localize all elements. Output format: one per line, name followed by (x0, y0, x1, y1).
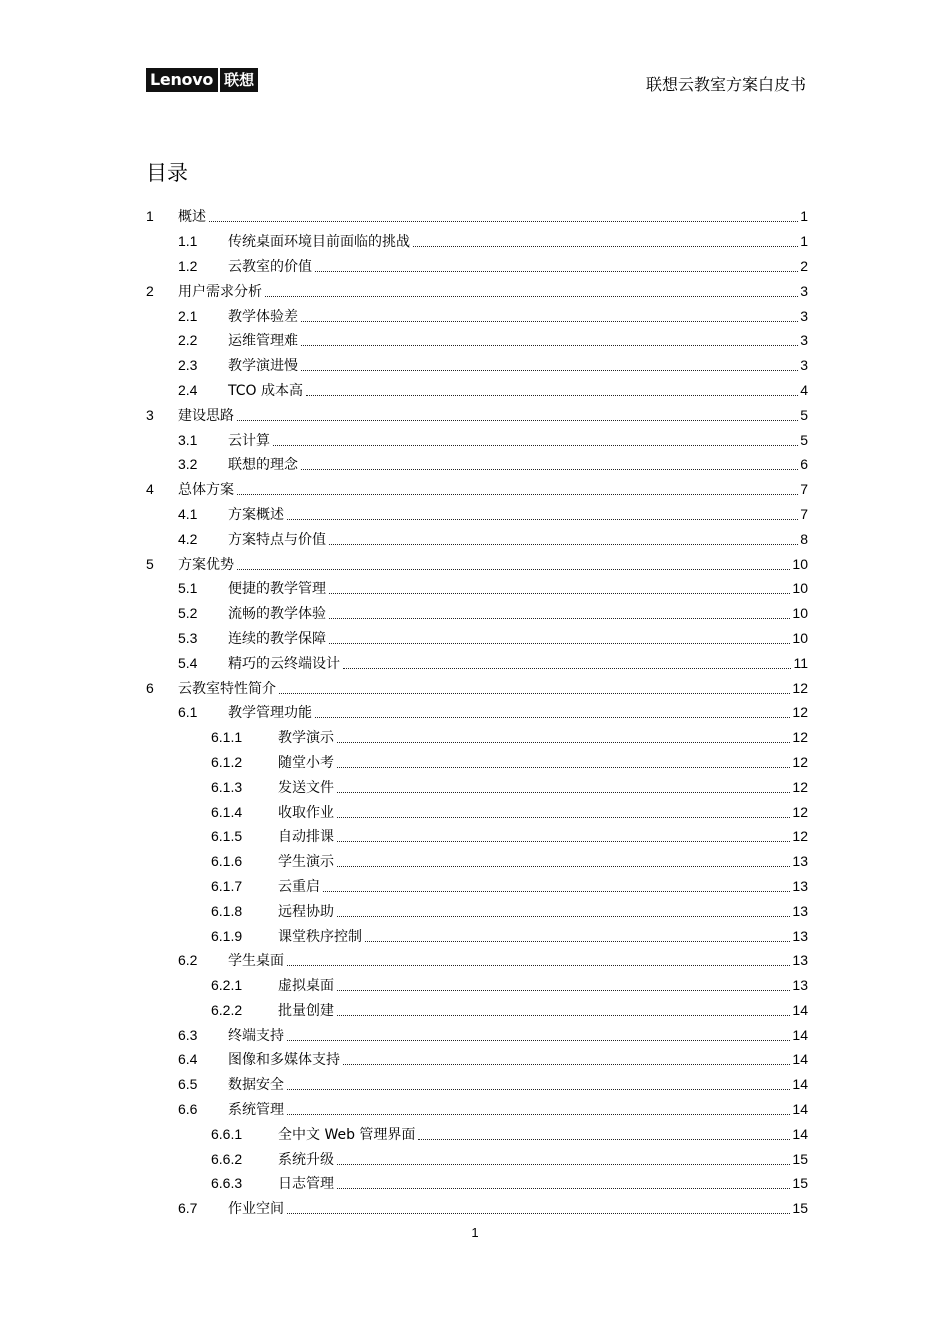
toc-entry-number: 6.1.4 (211, 803, 243, 820)
toc-leader-dots (209, 220, 798, 222)
toc-entry-page: 3 (800, 357, 808, 374)
toc-entry-number: 6.1.2 (211, 753, 243, 770)
toc-entry-page: 12 (792, 753, 808, 770)
toc-entry[interactable] (146, 626, 808, 651)
toc-entry-line (228, 306, 808, 326)
toc-entry-line (278, 975, 808, 995)
toc-entry[interactable] (146, 1196, 808, 1221)
toc-leader-dots (287, 964, 790, 966)
toc-entry-label: TCO 成本高 (228, 382, 303, 399)
toc-entry-number: 6.6.1 (211, 1125, 243, 1142)
toc-leader-dots (337, 791, 790, 793)
toc-entry-page: 15 (792, 1150, 808, 1167)
toc-leader-dots (287, 1039, 790, 1041)
toc-leader-dots (337, 865, 790, 867)
toc-leader-dots (237, 419, 798, 421)
toc-entry-page: 10 (792, 580, 808, 597)
toc-leader-dots (287, 518, 798, 520)
toc-entry-label: 系统升级 (278, 1151, 334, 1168)
toc-entry[interactable] (146, 601, 808, 626)
toc-entry-line (228, 578, 808, 598)
toc-entry-line (278, 727, 808, 747)
toc-leader-dots (301, 320, 798, 322)
toc-leader-dots (301, 344, 798, 346)
toc-entry-number: 6.3 (178, 1026, 198, 1043)
toc-leader-dots (337, 1187, 790, 1189)
toc-entry-line (228, 1074, 808, 1094)
toc-entry-label: 终端支持 (228, 1027, 284, 1044)
toc-entry-label: 批量创建 (278, 1002, 334, 1019)
toc-entry-label: 云重启 (278, 878, 320, 895)
toc-entry-line (178, 405, 808, 425)
toc-entry-label: 方案概述 (228, 506, 284, 523)
toc-leader-dots (418, 1138, 790, 1140)
toc-entry[interactable] (146, 948, 808, 973)
toc-entry-line (278, 1173, 808, 1193)
toc-entry-line (178, 678, 808, 698)
toc-entry-number: 3.1 (178, 431, 198, 448)
toc-entry-label: 云教室的价值 (228, 258, 312, 275)
toc-entry-label: 图像和多媒体支持 (228, 1052, 340, 1069)
toc-entry-number: 3 (146, 406, 154, 423)
toc-entry[interactable] (146, 278, 808, 303)
toc-entry[interactable] (146, 923, 808, 948)
toc-entry-number: 4.2 (178, 530, 198, 547)
toc-entry-page: 12 (792, 679, 808, 696)
toc-entry-line (178, 281, 808, 301)
toc-entry-label: 方案特点与价值 (228, 531, 326, 548)
toc-entry-page: 1 (800, 233, 808, 250)
toc-entry-label: 教学管理功能 (228, 705, 312, 722)
toc-entry-number: 6.1.3 (211, 778, 243, 795)
toc-entry[interactable] (146, 675, 808, 700)
toc-entry-line (228, 330, 808, 350)
toc-entry-number: 5.3 (178, 629, 198, 646)
toc-entry[interactable] (146, 1022, 808, 1047)
toc-leader-dots (337, 840, 790, 842)
toc-entry-line (228, 454, 808, 474)
toc-entry-label: 教学演示 (278, 730, 334, 747)
toc-entry-page: 13 (792, 952, 808, 969)
toc-entry[interactable] (146, 378, 808, 403)
toc-entry-number: 2 (146, 282, 154, 299)
toc-entry-label: 全中文 Web 管理界面 (278, 1126, 416, 1143)
toc-entry[interactable] (146, 254, 808, 279)
toc-entry-line (228, 603, 808, 623)
toc-entry-number: 6.1.9 (211, 927, 243, 944)
toc-leader-dots (337, 816, 790, 818)
toc-entry-number: 1.1 (178, 233, 198, 250)
toc-entry-label: 建设思路 (178, 407, 234, 424)
toc-entry-line (278, 851, 808, 871)
toc-entry-label: 自动排课 (278, 829, 334, 846)
toc-entry[interactable] (146, 998, 808, 1023)
toc-leader-dots (315, 716, 790, 718)
toc-entry[interactable] (146, 204, 808, 229)
toc-leader-dots (315, 270, 798, 272)
toc-entry-page: 2 (800, 257, 808, 274)
toc-entry-page: 14 (792, 1101, 808, 1118)
toc-entry-label: 教学体验差 (228, 308, 298, 325)
toc-entry-label: 联想的理念 (228, 457, 298, 474)
toc-entry-label: 收取作业 (278, 804, 334, 821)
toc-entry-number: 5 (146, 555, 154, 572)
document-header-title: 联想云教室方案白皮书 (645, 75, 806, 94)
toc-entry-number: 6.1.1 (211, 729, 243, 746)
toc-entry[interactable] (146, 1171, 808, 1196)
toc-entry[interactable] (146, 303, 808, 328)
toc-leader-dots (237, 493, 798, 495)
toc-entry-line (278, 876, 808, 896)
toc-entry-page: 5 (800, 431, 808, 448)
toc-entry-page: 13 (792, 853, 808, 870)
toc-entry[interactable] (146, 898, 808, 923)
toc-entry-label: 用户需求分析 (178, 283, 262, 300)
toc-entry-line (228, 355, 808, 375)
toc-entry-page: 7 (800, 481, 808, 498)
toc-entry-page: 10 (792, 555, 808, 572)
toc-entry-line (228, 628, 808, 648)
toc-entry-page: 10 (792, 605, 808, 622)
toc-leader-dots (343, 667, 791, 669)
toc-entry-label: 数据安全 (228, 1077, 284, 1094)
toc-leader-dots (343, 1063, 790, 1065)
toc-leader-dots (279, 692, 790, 694)
lenovo-logo (146, 68, 258, 92)
toc-entry-number: 6.1.5 (211, 828, 243, 845)
toc-entry-page: 12 (792, 778, 808, 795)
toc-entry[interactable] (146, 750, 808, 775)
toc-entry-line (278, 1000, 808, 1020)
toc-entry-line (228, 256, 808, 276)
toc-entry-number: 6.6.3 (211, 1175, 243, 1192)
toc-entry-page: 13 (792, 927, 808, 944)
toc-entry-page: 6 (800, 456, 808, 473)
toc-leader-dots (337, 1163, 790, 1165)
toc-entry-page: 3 (800, 332, 808, 349)
toc-entry[interactable] (146, 650, 808, 675)
toc-leader-dots (323, 890, 790, 892)
toc-entry-label: 总体方案 (178, 482, 234, 499)
toc-entry-number: 6.5 (178, 1076, 198, 1093)
toc-leader-dots (301, 369, 798, 371)
toc-entry-number: 2.4 (178, 381, 198, 398)
table-of-contents (146, 204, 808, 1221)
toc-entry-label: 便捷的教学管理 (228, 581, 326, 598)
logo-text-en: Lenovo (146, 68, 218, 92)
toc-entry-label: 作业空间 (228, 1201, 284, 1218)
toc-entry[interactable] (146, 551, 808, 576)
toc-entry-page: 7 (800, 505, 808, 522)
toc-entry[interactable] (146, 774, 808, 799)
toc-entry-page: 14 (792, 1125, 808, 1142)
toc-entry-number: 6.1 (178, 704, 198, 721)
toc-entry-line (228, 430, 808, 450)
toc-entry-number: 5.1 (178, 580, 198, 597)
toc-entry-line (228, 504, 808, 524)
toc-leader-dots (237, 568, 790, 570)
toc-entry[interactable] (146, 477, 808, 502)
toc-entry[interactable] (146, 452, 808, 477)
toc-entry-number: 6.1.6 (211, 853, 243, 870)
toc-entry-page: 13 (792, 877, 808, 894)
toc-entry-page: 3 (800, 307, 808, 324)
toc-entry-label: 运维管理难 (228, 333, 298, 350)
toc-entry[interactable] (146, 1121, 808, 1146)
toc-entry-number: 6.4 (178, 1051, 198, 1068)
toc-entry-number: 4 (146, 481, 154, 498)
toc-entry-page: 12 (792, 704, 808, 721)
toc-entry[interactable] (146, 427, 808, 452)
toc-entry-label: 方案优势 (178, 556, 234, 573)
toc-entry-page: 15 (792, 1200, 808, 1217)
toc-entry-label: 连续的教学保障 (228, 630, 326, 647)
toc-leader-dots (329, 543, 798, 545)
toc-entry-number: 2.3 (178, 357, 198, 374)
toc-entry-number: 6.2.2 (211, 1001, 243, 1018)
toc-entry-line (228, 702, 808, 722)
toc-entry-label: 流畅的教学体验 (228, 606, 326, 623)
toc-entry-page: 13 (792, 902, 808, 919)
toc-entry-label: 日志管理 (278, 1176, 334, 1193)
toc-entry-page: 14 (792, 1026, 808, 1043)
toc-entry-line (228, 1025, 808, 1045)
toc-entry[interactable] (146, 229, 808, 254)
toc-entry-label: 概述 (178, 209, 206, 226)
toc-entry-line (178, 206, 808, 226)
toc-entry-page: 13 (792, 977, 808, 994)
toc-entry-label: 精巧的云终端设计 (228, 655, 340, 672)
toc-entry-line (278, 777, 808, 797)
toc-entry[interactable] (146, 1097, 808, 1122)
toc-entry[interactable] (146, 1072, 808, 1097)
toc-leader-dots (329, 592, 790, 594)
toc-entry[interactable] (146, 402, 808, 427)
toc-entry-line (178, 479, 808, 499)
toc-leader-dots (329, 642, 790, 644)
toc-entry-label: 学生桌面 (228, 953, 284, 970)
toc-entry-label: 传统桌面环境目前面临的挑战 (228, 234, 410, 251)
toc-entry-label: 发送文件 (278, 779, 334, 796)
toc-leader-dots (301, 468, 798, 470)
toc-entry-page: 14 (792, 1001, 808, 1018)
toc-entry[interactable] (146, 502, 808, 527)
toc-entry[interactable] (146, 799, 808, 824)
toc-entry-line (278, 1149, 808, 1169)
page-number: 1 (471, 1225, 479, 1240)
toc-entry-number: 6.1.8 (211, 902, 243, 919)
toc-leader-dots (337, 1014, 790, 1016)
toc-entry-line (228, 380, 808, 400)
toc-entry-number: 6.7 (178, 1200, 198, 1217)
toc-entry-page: 14 (792, 1051, 808, 1068)
toc-entry-line (228, 231, 808, 251)
toc-entry-page: 15 (792, 1175, 808, 1192)
toc-entry-line (228, 529, 808, 549)
toc-entry-number: 6.2.1 (211, 977, 243, 994)
toc-entry-line (228, 653, 808, 673)
toc-entry-number: 6.6 (178, 1101, 198, 1118)
toc-entry-number: 1.2 (178, 257, 198, 274)
toc-entry[interactable] (146, 849, 808, 874)
toc-entry-line (228, 1198, 808, 1218)
toc-entry-line (278, 1124, 808, 1144)
toc-entry-number: 6 (146, 679, 154, 696)
toc-entry-line (228, 1099, 808, 1119)
toc-leader-dots (265, 295, 798, 297)
toc-entry-page: 12 (792, 828, 808, 845)
toc-entry-number: 2.1 (178, 307, 198, 324)
toc-entry-page: 3 (800, 282, 808, 299)
toc-entry-label: 系统管理 (228, 1102, 284, 1119)
toc-entry-line (178, 554, 808, 574)
toc-entry[interactable] (146, 353, 808, 378)
toc-entry-label: 教学演进慢 (228, 358, 298, 375)
toc-entry-label: 学生演示 (278, 854, 334, 871)
toc-entry-number: 3.2 (178, 456, 198, 473)
toc-leader-dots (287, 1212, 790, 1214)
toc-leader-dots (287, 1113, 790, 1115)
toc-entry[interactable] (146, 824, 808, 849)
toc-entry-page: 10 (792, 629, 808, 646)
toc-entry-number: 6.6.2 (211, 1150, 243, 1167)
toc-leader-dots (287, 1088, 790, 1090)
toc-entry-page: 14 (792, 1076, 808, 1093)
toc-entry-line (278, 752, 808, 772)
toc-entry-line (278, 826, 808, 846)
toc-leader-dots (413, 245, 798, 247)
toc-leader-dots (306, 394, 798, 396)
toc-entry-page: 12 (792, 729, 808, 746)
toc-entry-page: 4 (800, 381, 808, 398)
toc-entry-line (228, 950, 808, 970)
toc-entry[interactable] (146, 973, 808, 998)
toc-entry-line (278, 926, 808, 946)
toc-entry-number: 5.4 (178, 654, 198, 671)
toc-entry[interactable] (146, 1146, 808, 1171)
toc-leader-dots (337, 915, 790, 917)
toc-entry-label: 课堂秩序控制 (278, 928, 362, 945)
toc-leader-dots (337, 741, 790, 743)
toc-entry[interactable] (146, 874, 808, 899)
toc-entry-page: 5 (800, 406, 808, 423)
toc-entry[interactable] (146, 526, 808, 551)
toc-entry-number: 1 (146, 208, 154, 225)
toc-entry-page: 11 (793, 654, 808, 671)
logo-text-cn: 联想 (220, 68, 258, 92)
toc-leader-dots (365, 940, 790, 942)
toc-entry-line (278, 901, 808, 921)
toc-entry-line (228, 1049, 808, 1069)
toc-entry-line (278, 802, 808, 822)
toc-leader-dots (337, 989, 790, 991)
toc-entry-number: 5.2 (178, 605, 198, 622)
toc-entry-number: 4.1 (178, 505, 198, 522)
toc-leader-dots (273, 444, 798, 446)
toc-entry[interactable] (146, 328, 808, 353)
toc-entry-label: 随堂小考 (278, 754, 334, 771)
toc-entry-page: 1 (800, 208, 808, 225)
toc-entry-label: 远程协助 (278, 903, 334, 920)
toc-entry[interactable] (146, 725, 808, 750)
toc-heading: 目录 (146, 161, 188, 185)
toc-entry-number: 6.2 (178, 952, 198, 969)
toc-entry-label: 云计算 (228, 432, 270, 449)
toc-entry[interactable] (146, 700, 808, 725)
toc-entry[interactable] (146, 1047, 808, 1072)
toc-entry-label: 云教室特性简介 (178, 680, 276, 697)
toc-entry-number: 6.1.7 (211, 877, 243, 894)
toc-entry-page: 8 (800, 530, 808, 547)
toc-leader-dots (329, 617, 790, 619)
toc-entry[interactable] (146, 576, 808, 601)
toc-entry-label: 虚拟桌面 (278, 978, 334, 995)
toc-leader-dots (337, 766, 790, 768)
toc-entry-page: 12 (792, 803, 808, 820)
toc-entry-number: 2.2 (178, 332, 198, 349)
